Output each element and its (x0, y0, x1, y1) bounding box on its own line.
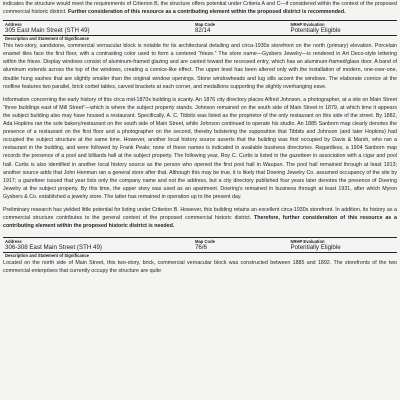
description-label: Description and Statement of Significance (3, 35, 397, 42)
map-code-label: Map Code (195, 21, 291, 27)
address-value: 306-308 East Main Street (STH 49) (5, 243, 102, 251)
description-paragraph-1: This two-story, sandstone, commercial vernacular block is notable for its architectural detailing and circa-1930s storefront on the north (primary) elevation. Porcelain enamel tiles face the first floor, with a contrasting color used to form a centered “frieze.” The store name—Gysbers Jewelry—is rendered in Art Deco-style lettering within the frieze. Display windows consist of aluminum-framed glazing and are canted toward the recessed entry, which has an aluminum-framed/glass door. A band of aluminum extends across the top of the windows, creating a cornice-like effect. The upper level has been altered only with the installation of modern, one-over-one, double hung sashes that are slightly smaller than the original window openings. Stone windowheads and lug sills accent the windows. The elaborate cornice at the roofline features two parallel, brick corbel tables, carved brackets at each corner, and medallions supporting the slightly overhanging eave. (3, 43, 397, 90)
description-paragraph-2: Located on the north side of Main Street, this two-story, brick, commercial vernacular block was constructed between 1885 and 1892. The storefronts of the two commercial enterprises that currently occupy the structure are quite (3, 260, 397, 275)
intro-paragraph: indicates the structure would meet the requirements of Criterion B, the structure offers potential under Criteria A and C—if considered within the context of the proposed commercial historic district. Further consideration of this resource as a contributing element within the proposed district is recommended. (3, 1, 397, 16)
nrhp-evaluation-label: NRHP Evaluation (290, 21, 397, 27)
map-code-label: Map Code (195, 238, 291, 244)
property-header-table-1 (3, 20, 397, 42)
map-code-value: 76/6 (194, 243, 207, 251)
nrhp-evaluation-label: NRHP Evaluation (290, 238, 397, 244)
property-header-table-2 (3, 237, 397, 259)
address-label: Address (3, 21, 195, 27)
history-paragraph: Information concerning the early history of this circa mid-1870s building is scanty. An 1876 city directory places Alfred Johnson, a photographer, at a site on Main Street “three buildings east of Mill Street”—which is where the subject property stands. Johnson remained on the south side of Main Street in 1879, at which time it appears the subject building also may have housed a restaurant. Specifically, A. C. Tibbits was listed as the proprietor of the only restaurant on this side of the street. By 1882, Ada Hopkins ran the sole bakery/restaurant on the south side of Main Street, while Johnson continued to operate his studio. An 1885 Sanborn map clearly denotes the presence of a restaurant on the first floor and a photographer on the second, thereby bolstering the supposition that Tibbits and Johnson (and later Hopkins) had occupied the subject structure at the same time. However, another local history source asserts that the building was first occupied by Davis & Marsh, who ran a restaurant in the building, and were followed by Frank Peale; none of these names is indicated in available business directories. Regardless, a 1904 Sanborn map records the presence of a pool and billiards hall at the subject property. The following year, Roy C. Curtis is listed in the gazetteer in association with a cigar and pool hall. Curtis is also identified in another local history source as the person who opened the first pool hall in Waupun. The pool hall remained through at least 1913; another source adds that John Henman ran a general store after that. Although this may be true, it is likely that Doering Jewelry Co. assumed occupancy of the site by 1917; a gazetteer issued that year lists only the company name and not the address, but a city directory published four years later denotes the presence of Doering Jewelry at the subject property. By this time, the upper story was used as an apartment. Doering’s remained in business through at least 1931, after which Myron Gysbers & Co. established a jewelry store. The latter has remained in operation up to the present day. (3, 96, 397, 200)
nrhp-evaluation-value: Potentially Eligible (290, 243, 341, 251)
document-page (3, 0, 397, 275)
evaluation-paragraph: Preliminary research has yielded little potential for listing under Criterion B. However, this building retains an excellent circa-1930s storefront. In addition, its history as a commercial structure contributes to the general context of the proposed commercial historic district. Therefore, further consideration of this resource as a contributing element within the proposed historic district is needed. (3, 206, 397, 230)
map-code-value: 82/14 (194, 26, 211, 34)
address-value: 305 East Main Street (STH 49) (5, 26, 90, 34)
nrhp-evaluation-value: Potentially Eligible (290, 26, 341, 34)
address-label: Address (3, 238, 195, 244)
description-label: Description and Statement of Significance (3, 252, 397, 259)
